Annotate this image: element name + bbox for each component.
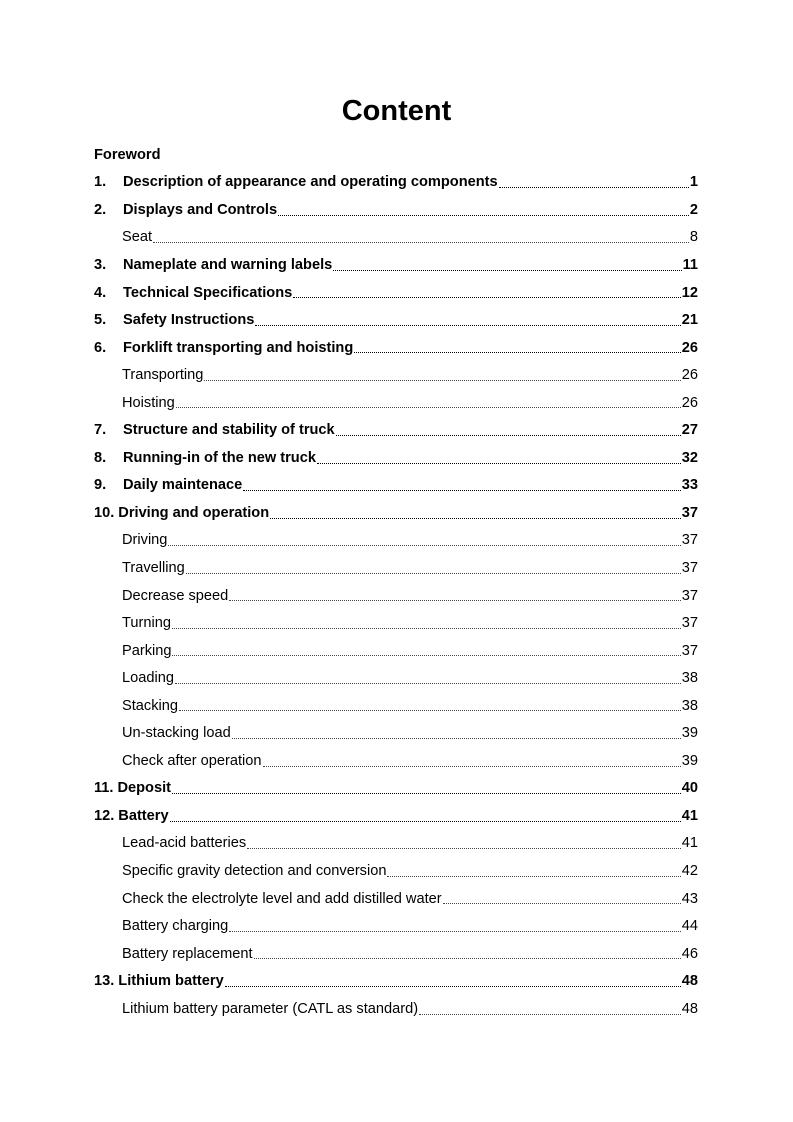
toc-entry-page: 21 (681, 312, 698, 329)
toc-entry[interactable] (94, 885, 698, 913)
toc-entry[interactable] (94, 444, 698, 472)
toc-entry-number: 3. (94, 256, 107, 273)
dot-leader (255, 324, 680, 326)
toc-entry-title: Decrease speed (122, 587, 229, 604)
toc-entry-title: Check the electrolyte level and add distilled water (122, 890, 442, 907)
toc-entry[interactable] (94, 251, 698, 279)
toc-entry-page: 42 (681, 862, 698, 879)
toc-entry[interactable] (94, 416, 698, 444)
toc-entry-title: Nameplate and warning labels (123, 256, 333, 273)
toc-entry-page: 32 (681, 449, 698, 466)
toc-entry-title: Transporting (122, 367, 204, 384)
toc-entry[interactable] (94, 499, 698, 527)
dot-leader (263, 765, 681, 767)
toc-entry-title: Technical Specifications (123, 284, 293, 301)
toc-entry-page: 38 (681, 697, 698, 714)
toc-entry-number: 10. (94, 504, 115, 521)
toc-entry-page: 27 (681, 422, 698, 439)
dot-leader (232, 737, 681, 739)
toc-entry-title: Daily maintenace (123, 477, 243, 494)
toc-entry-page: 37 (681, 642, 698, 659)
table-of-contents (94, 141, 698, 1023)
toc-entry-page: 38 (681, 670, 698, 687)
toc-entry-page: 1 (689, 174, 698, 191)
toc-entry-title: Displays and Controls (123, 201, 278, 218)
toc-entry-page: 37 (681, 559, 698, 576)
toc-entry[interactable] (94, 306, 698, 334)
toc-entry[interactable] (94, 637, 698, 665)
toc-entry-page: 48 (681, 973, 698, 990)
toc-entry-title: Stacking (122, 697, 178, 714)
toc-entry-number: 2. (94, 201, 107, 218)
dot-leader (354, 351, 681, 353)
toc-entry-title: Running-in of the new truck (123, 449, 316, 466)
dot-leader (170, 820, 681, 822)
toc-entry-page: 26 (681, 394, 698, 411)
toc-entry-title: Specific gravity detection and conversion (122, 862, 387, 879)
toc-entry-title: Loading (122, 670, 174, 687)
toc-entry[interactable] (94, 747, 698, 775)
dot-leader (153, 241, 689, 243)
toc-entry[interactable] (94, 334, 698, 362)
toc-entry-page: 37 (681, 615, 698, 632)
toc-entry-title: Forklift transporting and hoisting (123, 339, 354, 356)
toc-entry[interactable] (94, 141, 698, 169)
toc-entry-title: Seat (122, 229, 153, 246)
toc-entry-page: 41 (681, 807, 698, 824)
toc-entry-page: 48 (681, 1000, 698, 1017)
dot-leader (336, 434, 681, 436)
toc-entry-page: 26 (681, 339, 698, 356)
dot-leader (186, 572, 681, 574)
toc-entry[interactable] (94, 169, 698, 197)
toc-entry[interactable] (94, 830, 698, 858)
toc-entry[interactable] (94, 361, 698, 389)
toc-entry-title: Driving (122, 532, 168, 549)
toc-entry-number: 9. (94, 477, 107, 494)
toc-entry-number: 7. (94, 422, 107, 439)
toc-entry[interactable] (94, 857, 698, 885)
toc-entry[interactable] (94, 554, 698, 582)
toc-entry-title: Hoisting (122, 394, 175, 411)
toc-entry-number: 4. (94, 284, 107, 301)
toc-entry[interactable] (94, 582, 698, 610)
dot-leader (247, 847, 681, 849)
toc-entry[interactable] (94, 609, 698, 637)
toc-entry-page: 8 (689, 229, 698, 246)
toc-entry[interactable] (94, 527, 698, 555)
toc-entry-page: 39 (681, 752, 698, 769)
toc-entry[interactable] (94, 940, 698, 968)
toc-entry-title: Battery (118, 807, 169, 824)
toc-entry-number: 13. (94, 973, 115, 990)
toc-entry[interactable] (94, 802, 698, 830)
toc-entry-page: 46 (681, 945, 698, 962)
toc-entry-page: 41 (681, 835, 698, 852)
dot-leader (499, 186, 689, 188)
dot-leader (317, 462, 681, 464)
toc-entry-title: Travelling (122, 559, 185, 576)
dot-leader (278, 214, 689, 216)
dot-leader (229, 930, 680, 932)
toc-entry[interactable] (94, 279, 698, 307)
toc-entry-number: 6. (94, 339, 107, 356)
toc-entry-title: Lead-acid batteries (122, 835, 247, 852)
toc-entry-page: 43 (681, 890, 698, 907)
toc-entry-title: Battery charging (122, 918, 229, 935)
toc-entry-title: Lithium battery (118, 973, 224, 990)
toc-entry-title: Un-stacking load (122, 725, 231, 742)
toc-entry-page: 26 (681, 367, 698, 384)
toc-entry[interactable] (94, 995, 698, 1023)
toc-entry[interactable] (94, 912, 698, 940)
toc-entry-page: 37 (681, 587, 698, 604)
toc-entry-title: Description of appearance and operating components (123, 174, 498, 191)
dot-leader (229, 599, 680, 601)
toc-entry[interactable] (94, 775, 698, 803)
dot-leader (172, 792, 681, 794)
toc-entry-page: 12 (681, 284, 698, 301)
toc-entry-title: Deposit (117, 780, 171, 797)
toc-entry-page: 39 (681, 725, 698, 742)
dot-leader (254, 957, 681, 959)
dot-leader (333, 269, 681, 271)
toc-entry-page: 33 (681, 477, 698, 494)
dot-leader (293, 296, 681, 298)
toc-entry-number: 8. (94, 449, 107, 466)
dot-leader (172, 654, 680, 656)
dot-leader (179, 709, 681, 711)
toc-entry-title: Check after operation (122, 752, 262, 769)
toc-entry-page: 37 (681, 504, 698, 521)
dot-leader (443, 902, 681, 904)
toc-entry-title: Turning (122, 615, 171, 632)
dot-leader (225, 985, 681, 987)
toc-entry-page: 2 (689, 201, 698, 218)
dot-leader (387, 875, 680, 877)
toc-entry-page: 11 (682, 256, 698, 273)
toc-entry-page: 40 (681, 780, 698, 797)
toc-entry-number: 11. (94, 780, 114, 797)
toc-entry-title: Foreword (94, 146, 161, 163)
toc-entry[interactable] (94, 224, 698, 252)
dot-leader (419, 1013, 681, 1015)
dot-leader (168, 544, 680, 546)
toc-entry[interactable] (94, 389, 698, 417)
dot-leader (204, 379, 680, 381)
dot-leader (172, 627, 681, 629)
toc-entry[interactable] (94, 719, 698, 747)
toc-entry-title: Parking (122, 642, 172, 659)
toc-entry-title: Safety Instructions (123, 312, 255, 329)
toc-entry[interactable] (94, 692, 698, 720)
toc-entry-page: 44 (681, 918, 698, 935)
toc-entry[interactable] (94, 967, 698, 995)
toc-entry-number: 1. (94, 174, 107, 191)
dot-leader (175, 682, 681, 684)
dot-leader (243, 489, 681, 491)
dot-leader (176, 406, 681, 408)
toc-entry[interactable] (94, 664, 698, 692)
toc-entry-number: 12. (94, 807, 115, 824)
toc-entry-page: 37 (681, 532, 698, 549)
toc-entry-title: Driving and operation (118, 504, 270, 521)
toc-entry-title: Battery replacement (122, 945, 253, 962)
toc-entry-number: 5. (94, 312, 107, 329)
dot-leader (270, 517, 681, 519)
toc-entry-title: Structure and stability of truck (123, 422, 335, 439)
page-title: Content (341, 95, 452, 127)
toc-entry-title: Lithium battery parameter (CATL as standard) (122, 1000, 419, 1017)
toc-entry[interactable] (94, 196, 698, 224)
toc-entry[interactable] (94, 472, 698, 500)
